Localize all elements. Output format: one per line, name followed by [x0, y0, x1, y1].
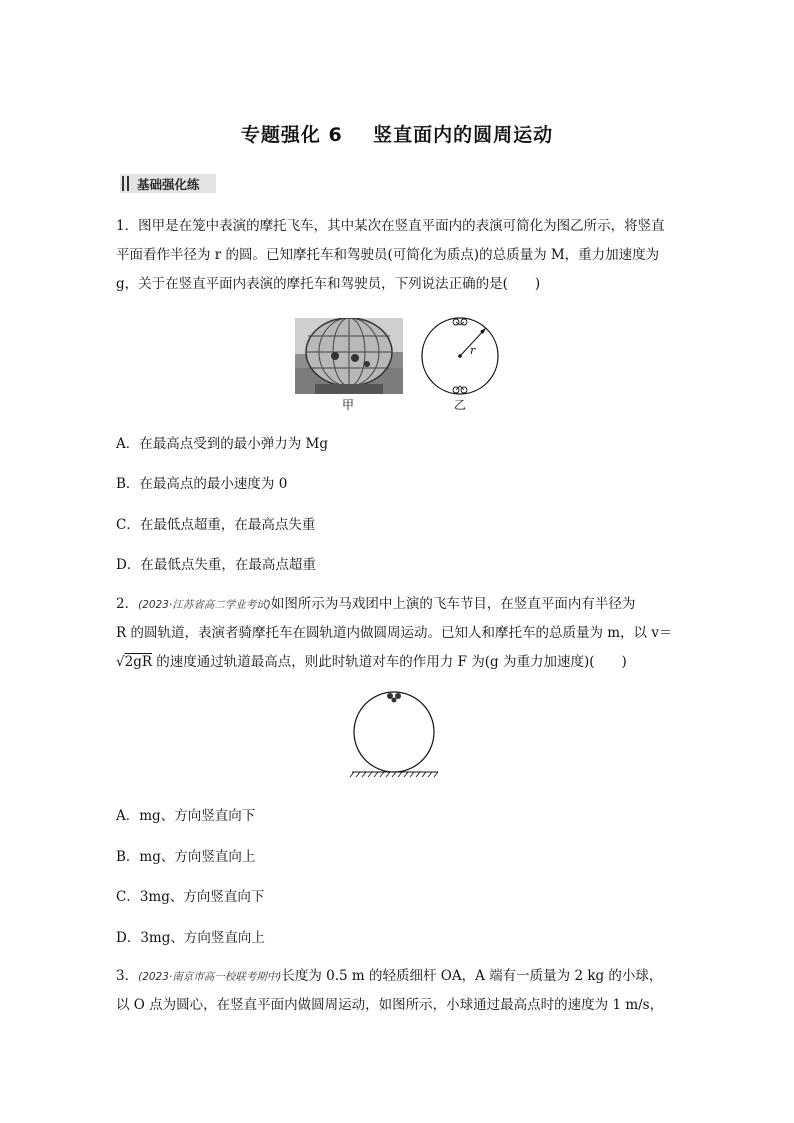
section-tag [120, 174, 216, 193]
q3-number: 3． [116, 968, 139, 984]
radius-label: r [470, 344, 476, 357]
q2-sqrt-content: 2gR [124, 654, 153, 670]
q1-option-c: C．在最低点超重，在最高点失重 [116, 517, 316, 533]
q3-source: (2023·南京市高一校联考期中) [138, 971, 282, 983]
tag-bar-icon [122, 176, 124, 191]
section-label: 基础强化练 [137, 176, 200, 192]
q3-line-2: 以 O 点为圆心，在竖直平面内做圆周运动，如图所示，小球通过最高点时的速度为 1 m/s， [116, 997, 664, 1013]
sqrt-sign-icon: √ [116, 654, 125, 670]
q2-line-3-text: 的速度通过轨道最高点，则此时轨道对车的作用力 F 为(g 为重力加速度)( ) [152, 654, 627, 670]
q3-line-1 [116, 966, 662, 987]
q1-line-1: 1．图甲是在笼中表演的摩托飞车，其中某次在竖直平面内的表演可简化为图乙所示，将竖直 [116, 218, 665, 234]
rider-icon [387, 693, 401, 703]
q2-number: 2． [116, 596, 139, 612]
q3-line-1-text: 长度为 0.5 m 的轻质细杆 OA，A 端有一质量为 2 kg 的小球， [281, 968, 663, 984]
tag-bar-icon [127, 176, 129, 191]
q1-option-b: B．在最高点的最小速度为 0 [116, 476, 288, 492]
q2-option-c: C．3mg、方向竖直向下 [116, 889, 265, 905]
fig-caption-right: 乙 [454, 398, 467, 412]
q1-option-a: A．在最高点受到的最小弹力为 Mg [116, 436, 329, 452]
q1-line-3: g，关于在竖直平面内表演的摩托车和驾驶员，下列说法正确的是( ) [116, 276, 541, 292]
q1-option-d: D．在最低点失重，在最高点超重 [116, 557, 316, 573]
page-title: 专题强化 6 竖直面内的圆周运动 [240, 124, 554, 146]
q2-line-1-text: 如图所示为马戏团中上演的飞车节目，在竖直平面内有半径为 [270, 596, 636, 612]
motorcycle-bottom-icon [453, 386, 467, 393]
q2-option-d: D．3mg、方向竖直向上 [116, 930, 265, 946]
q2-option-a: A．mg、方向竖直向下 [116, 808, 256, 824]
loop-track-figure [346, 688, 446, 778]
q2-line-1 [116, 594, 635, 615]
q2-line-2: R 的圆轨道，表演者骑摩托车在圆轨道内做圆周运动。已知人和摩托车的总质量为 m，以 v＝ [116, 625, 673, 641]
circle-track-figure [416, 316, 506, 398]
q2-line-3 [116, 652, 627, 672]
motorcycle-top-icon [453, 319, 467, 325]
cage-photo-figure [295, 318, 403, 394]
fig-caption-left: 甲 [342, 398, 355, 412]
q2-source: (2023·江苏省高二学业考试) [138, 599, 271, 611]
q1-line-2: 平面看作半径为 r 的圆。已知摩托车和驾驶员(可简化为质点)的总质量为 M，重力加速度为 [116, 247, 660, 263]
q2-option-b: B．mg、方向竖直向上 [116, 849, 256, 865]
